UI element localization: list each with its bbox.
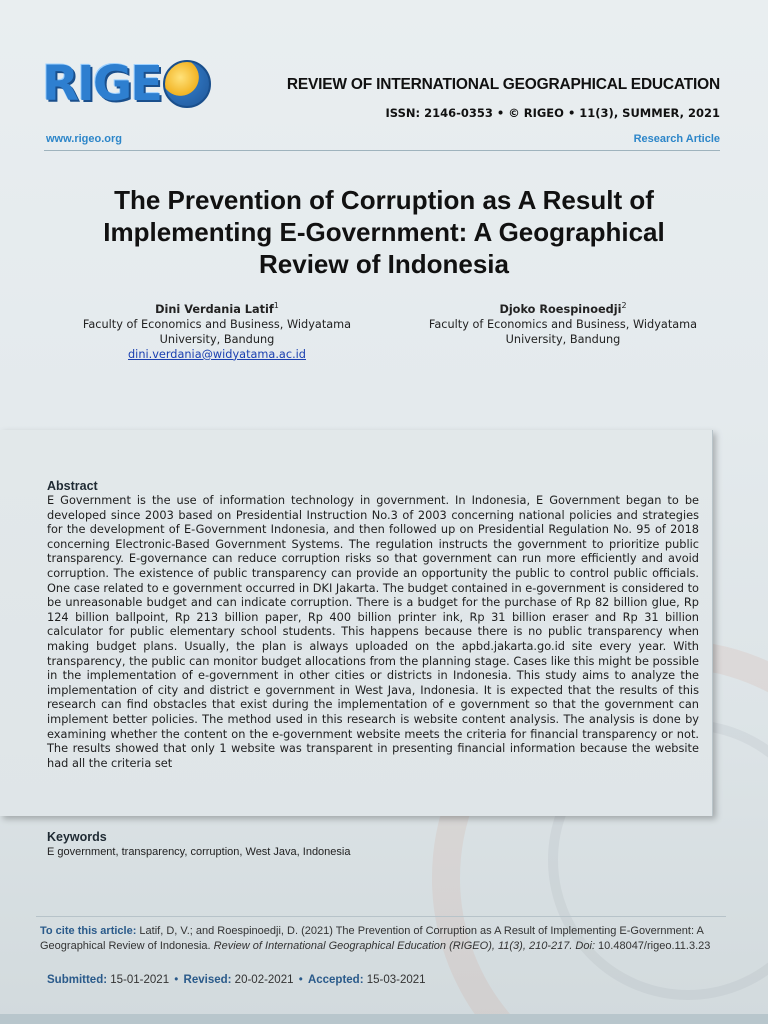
- author-email-link[interactable]: dini.verdania@widyatama.ac.id: [128, 347, 306, 361]
- author-affil-number: 1: [273, 301, 279, 310]
- keywords-text: E government, transparency, corruption, West Java, Indonesia: [47, 846, 351, 858]
- abstract-text: E Government is the use of information technology in government. In Indonesia, E Government began to be developed since 2003 based on Presidential Instruction No.3 of 2003 concerning national policies and strategies for the development of E-Government Indonesia, and then followed up on Presidential Regulation No. 95 of 2018 concerning Electronic-Based Government Systems. The regulation instructs the government to prioritize public transparency. E-governance can reduce corruption risks so that government can run more efficiently and avoid corruption. The existence of public transparency can provide an opportunity the public to control public officials. One case related to e government occurred in DKI Jakarta. The budget contained in e-government is considered to be unreasonable budget and can indicate corruption. There is a budget for the purchase of Rp 82 billion glue, Rp 124 billion ballpoint, Rp 213 billion paper, Rp 400 billion printer ink, Rp 31 billion eraser and Rp 31 billion calculator for public elementary school students. This happens because there is no public transparency when making budget plans. Usually, the plan is always uploaded on the apbd.jakarta.go.id site every year. With transparency, the public can monitor budget allocations from the planning stage. Cases like this might be possible in the implementation of e-government in other cities or districts in Indonesia. This study aims to analyze the implementation of city and district e government in West Java, Indonesia. It is expected that the results of this research can find obstacles that exist during the implementation of e government so that the government can implement better policies. The method used in this research is website content analysis. The analysis is done by examining whether the content on the e-government website meets the criteria for financial transparency or not. The results showed that only 1 website was transparent in presenting financial information because the website had all the criteria set: [47, 493, 699, 770]
- date-separator: •: [298, 974, 303, 986]
- author-block-1: [52, 298, 382, 362]
- article-type-label: Research Article: [633, 133, 720, 145]
- author-name: Djoko Roespinoedji: [499, 302, 622, 316]
- keywords-heading: Keywords: [47, 830, 107, 844]
- citation-journal: Review of International Geographical Education (RIGEO), 11(3), 210-217. Doi:: [213, 939, 595, 952]
- author-name: Dini Verdania Latif: [155, 302, 274, 316]
- journal-name: REVIEW OF INTERNATIONAL GEOGRAPHICAL EDUCATION: [286, 76, 720, 93]
- submitted-label: Submitted:: [47, 974, 108, 986]
- citation-label: To cite this article:: [40, 925, 137, 937]
- citation-divider: [36, 916, 726, 917]
- citation-block: [40, 924, 720, 954]
- author-affiliation: Faculty of Economics and Business, Widyatama University, Bandung: [428, 317, 698, 346]
- globe-icon: [163, 60, 211, 108]
- article-title: The Prevention of Corruption as A Result of Implementing E-Government: A Geographical Review of Indonesia: [103, 185, 665, 279]
- accepted-label: Accepted:: [307, 974, 364, 986]
- issn-line: ISSN: 2146-0353 • © RIGEO • 11(3), SUMMER, 2021: [385, 106, 720, 120]
- author-affil-number: 2: [621, 301, 627, 310]
- citation-text: Latif, D, V.; and Roespinoedji, D. (2021) The Prevention of Corruption as A Result of Implementing E-Government: A Geographical Review of Indonesia.: [40, 925, 704, 952]
- journal-header: [0, 0, 768, 160]
- header-divider: [44, 150, 720, 151]
- submitted-date: 15-01-2021: [110, 974, 170, 986]
- submission-dates: [47, 974, 426, 986]
- revised-date: 20-02-2021: [234, 974, 294, 986]
- accepted-date: 15-03-2021: [366, 974, 426, 986]
- abstract-heading: Abstract: [47, 479, 98, 493]
- logo-wordmark: RIGE: [42, 56, 162, 112]
- date-separator: •: [174, 974, 179, 986]
- revised-label: Revised:: [183, 974, 232, 986]
- rigeo-logo: [42, 56, 211, 112]
- author-affiliation: Faculty of Economics and Business, Widyatama University, Bandung: [82, 317, 352, 346]
- journal-url-link[interactable]: www.rigeo.org: [46, 133, 122, 145]
- page-bottom-bar: [0, 1014, 768, 1024]
- author-block-2: [398, 298, 728, 347]
- citation-doi[interactable]: 10.48047/rigeo.11.3.23: [595, 939, 711, 952]
